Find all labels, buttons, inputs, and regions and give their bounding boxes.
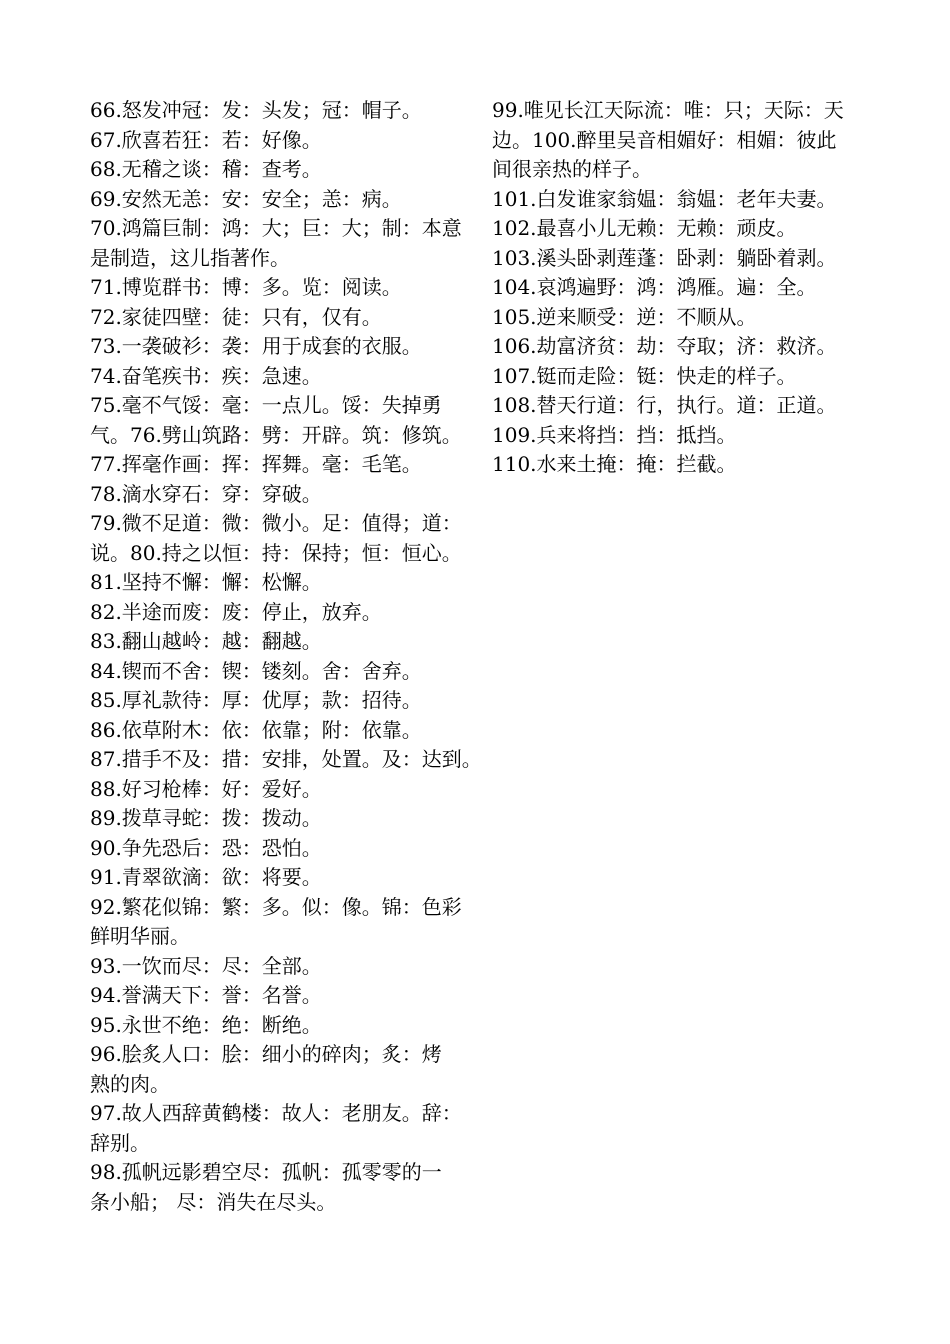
text-line: 91.青翠欲滴：欲：将要。 — [90, 865, 322, 889]
text-line: 86.依草附木：依：依靠；附：依靠。 — [90, 717, 422, 742]
text-line: 103.溪头卧剥莲蓬：卧剥：躺卧着剥。 — [492, 245, 837, 270]
text-line: 102.最喜小儿无赖：无赖：顽皮。 — [492, 216, 797, 240]
text-line: 88.好习枪棒：好：爱好。 — [90, 776, 322, 801]
text-line: 99.唯见长江天际流：唯：只；天际：天 — [492, 98, 844, 122]
text-line: 边。100.醉里吴音相媚好：相媚：彼此 — [492, 127, 837, 152]
text-line: 66.怒发冲冠：发：头发；冠：帽子。 — [90, 98, 422, 122]
right-column — [492, 96, 864, 480]
text-line: 气。76.劈山筑路：劈：开辟。筑：修筑。 — [90, 422, 462, 447]
text-line: 101.白发谁家翁媪：翁媪：老年夫妻。 — [492, 186, 837, 211]
text-line: 71.博览群书：博：多。览：阅读。 — [90, 275, 402, 299]
text-line: 98.孤帆远影碧空尽：孤帆：孤零零的一 — [90, 1160, 442, 1184]
text-line: 89.拨草寻蛇：拨：拨动。 — [90, 806, 322, 830]
text-line: 92.繁花似锦：繁：多。似：像。锦：色彩 — [90, 894, 462, 919]
text-line: 90.争先恐后：恐：恐怕。 — [90, 835, 322, 860]
text-line: 77.挥毫作画：挥：挥舞。毫：毛笔。 — [90, 452, 422, 476]
text-line: 87.措手不及：措：安排，处置。及：达到。 — [90, 747, 482, 771]
text-line: 85.厚礼款待：厚：优厚；款：招待。 — [90, 688, 422, 712]
text-line: 74.奋笔疾书：疾：急速。 — [90, 363, 322, 388]
text-line: 83.翻山越岭：越：翻越。 — [90, 629, 322, 653]
text-line: 间很亲热的样子。 — [492, 157, 652, 181]
left-column — [90, 96, 482, 1217]
text-line: 67.欣喜若狂：若：好像。 — [90, 127, 322, 152]
text-line: 95.永世不绝：绝：断绝。 — [90, 1012, 322, 1037]
text-line: 73.一袭破衫：袭：用于成套的衣服。 — [90, 334, 422, 358]
text-line: 110.水来土掩：掩：拦截。 — [492, 452, 737, 476]
text-line: 79.微不足道：微：微小。足：值得；道： — [90, 511, 462, 535]
text-line: 96.脍炙人口：脍：细小的碎肉；炙：烤 — [90, 1042, 442, 1066]
text-line: 84.锲而不舍：锲：镂刻。舍：舍弃。 — [90, 658, 422, 683]
text-line: 75.毫不气馁：毫：一点儿。馁：失掉勇 — [90, 393, 442, 417]
text-line: 是制造，这儿指著作。 — [90, 245, 290, 270]
text-line: 109.兵来将挡：挡：抵挡。 — [492, 422, 737, 447]
text-line: 106.劫富济贫：劫：夺取；济：救济。 — [492, 334, 837, 358]
text-line: 鲜明华丽。 — [90, 924, 190, 948]
text-line: 81.坚持不懈：懈：松懈。 — [90, 570, 322, 594]
text-line: 94.誉满天下：誉：名誉。 — [90, 983, 322, 1007]
text-line: 68.无稽之谈：稽：查考。 — [90, 157, 322, 181]
text-line: 条小船； 尽：消失在尽头。 — [90, 1189, 337, 1214]
text-line: 70.鸿篇巨制：鸿：大；巨：大；制：本意 — [90, 216, 462, 240]
text-line: 97.故人西辞黄鹤楼：故人：老朋友。辞： — [90, 1101, 462, 1125]
text-line: 82.半途而废：废：停止，放弃。 — [90, 599, 382, 624]
text-line: 说。80.持之以恒：持：保持；恒：恒心。 — [90, 540, 462, 565]
text-line: 105.逆来顺受：逆：不顺从。 — [492, 304, 757, 329]
text-line: 69.安然无恙：安：安全；恙：病。 — [90, 186, 402, 211]
text-line: 104.哀鸿遍野：鸿：鸿雁。遍：全。 — [492, 275, 817, 299]
text-line: 107.铤而走险：铤：快走的样子。 — [492, 363, 797, 388]
text-line: 72.家徒四壁：徒：只有，仅有。 — [90, 304, 382, 329]
text-line: 辞别。 — [90, 1130, 150, 1155]
text-line: 93.一饮而尽：尽：全部。 — [90, 953, 322, 978]
text-line: 108.替天行道：行，执行。道：正道。 — [492, 393, 837, 417]
text-line: 熟的肉。 — [90, 1071, 170, 1096]
text-line: 78.滴水穿石：穿：穿破。 — [90, 481, 322, 506]
